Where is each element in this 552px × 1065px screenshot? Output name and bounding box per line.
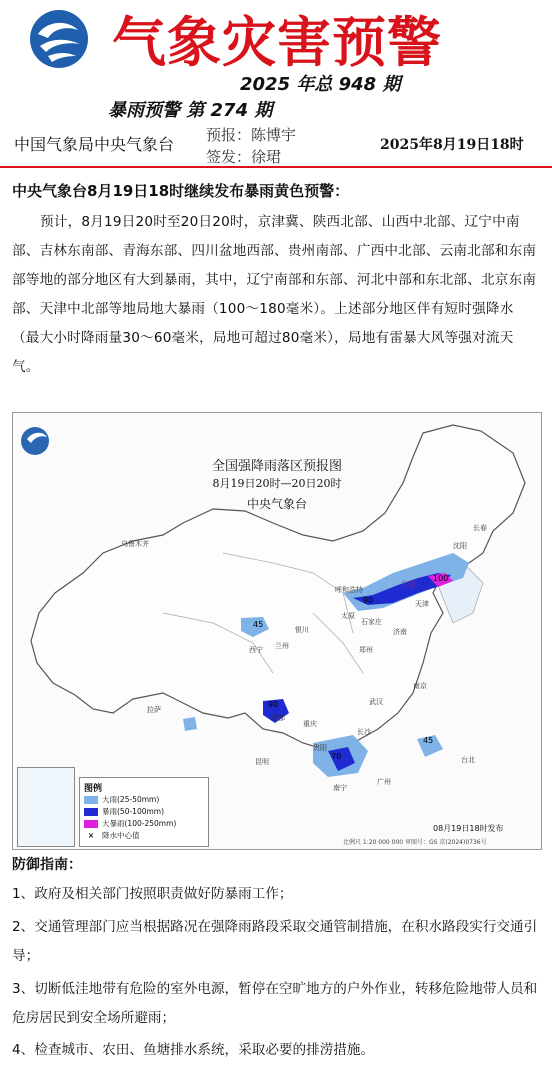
forecaster-label: 预报： xyxy=(206,126,252,144)
svg-text:90: 90 xyxy=(363,596,374,605)
defense-item: 3、切断低洼地带有危险的室外电源，暂停在空旷地方的户外作业，转移危险地带人员和危房居民到安全场所避雨； xyxy=(12,981,538,1026)
city-label: 西宁 xyxy=(249,646,263,654)
city-label: 兰州 xyxy=(275,642,289,650)
defense-item: 4、检查城市、农田、鱼塘排水系统，采取必要的排涝措施。 xyxy=(12,1042,375,1058)
city-label: 广州 xyxy=(377,778,391,786)
defense-heading: 防御指南： xyxy=(12,857,82,873)
page-title: 气象灾害预警 xyxy=(112,10,442,74)
city-label: 南京 xyxy=(413,682,427,690)
legend-item: 大雨(25-50mm) xyxy=(84,794,159,804)
city-label: 郑州 xyxy=(359,646,373,654)
city-label: 天津 xyxy=(415,600,429,608)
cma-logo xyxy=(24,8,94,70)
issue-rain: 暴雨预警 第 274 期 xyxy=(108,100,273,121)
map-time-range: 8月19日20时—20日20时 xyxy=(212,477,342,490)
city-label: 乌鲁木齐 xyxy=(121,540,149,548)
map-issued: 08月19日18时发布 xyxy=(433,824,504,833)
legend-title: 图例 xyxy=(84,784,103,794)
warning-heading: 中央气象台8月19日18时继续发布暴雨黄色预警： xyxy=(12,182,350,200)
legend-item: 暴雨(50-100mm) xyxy=(84,806,164,816)
legend-item: × 降水中心值 xyxy=(87,831,140,840)
city-label: 拉萨 xyxy=(147,706,161,714)
defense-item: 2、交通管理部门应当根据路况在强降雨路段采取交通管制措施，在积水路段实行交通引导； xyxy=(12,919,538,964)
city-label: 太原 xyxy=(341,612,355,620)
forecaster-name: 陈博宇 xyxy=(251,126,297,144)
map-legend xyxy=(79,777,209,847)
city-label: 长春 xyxy=(473,524,487,532)
city-label: 南宁 xyxy=(333,784,347,792)
city-label: 昆明 xyxy=(255,758,269,766)
issue-date: 2025年8月19日18时 xyxy=(380,137,524,153)
rainfall-forecast-map xyxy=(12,412,542,850)
issue-total: 2025 年总 948 期 xyxy=(240,74,401,95)
forecast-signers xyxy=(206,124,296,168)
svg-text:45: 45 xyxy=(423,736,434,745)
signer-name: 徐珺 xyxy=(251,148,282,166)
svg-text:70: 70 xyxy=(331,752,342,761)
map-logo-icon xyxy=(21,427,49,455)
city-label: 重庆 xyxy=(303,720,317,728)
city-label: 武汉 xyxy=(369,698,383,706)
defense-item: 1、政府及相关部门按照职责做好防暴雨工作； xyxy=(12,886,293,902)
svg-text:90: 90 xyxy=(268,700,279,709)
header-divider xyxy=(0,166,552,168)
city-label: 呼和浩特 xyxy=(335,586,363,594)
city-label: 长沙 xyxy=(357,728,371,736)
city-label: 台北 xyxy=(461,756,475,764)
legend-item: 大暴雨(100-250mm) xyxy=(84,818,176,828)
south-china-sea-inset xyxy=(17,767,75,847)
organization: 中国气象局中央气象台 xyxy=(14,135,175,154)
svg-text:45: 45 xyxy=(253,620,264,629)
svg-text:100: 100 xyxy=(433,574,449,583)
city-label: 贵阳 xyxy=(313,744,327,752)
map-source: 中央气象台 xyxy=(246,497,307,511)
signer-label: 签发： xyxy=(206,148,252,166)
warning-paragraph: 预计，8月19日20时至20日20时，京津冀、陕西北部、山西中北部、辽宁中南部、吉林东南部、青海东部、四川盆地西部、贵州南部、广西中北部、云南北部和东南部等地的部分地区有大到暴雨，其中，辽宁南部和东部、河北中部和东北部、北京东南部、天津中北部等地局地大暴雨（100～180毫米）。上述部分地区伴有短时强降水（最大小时降雨量30～60毫米，局地可超过80毫米），局地有雷暴大风等强对流天气。 xyxy=(12,214,537,375)
city-label: 石家庄 xyxy=(361,618,382,626)
city-label: 成都 xyxy=(271,714,285,722)
city-label: 济南 xyxy=(393,628,407,636)
map-title: 全国强降雨落区预报图 xyxy=(211,459,342,474)
map-scale: 比例尺 1:20 000 000 审图号：GS 京(2024)0736号 xyxy=(343,839,487,846)
city-label: 北京 xyxy=(401,580,415,588)
city-label: 沈阳 xyxy=(453,542,467,550)
city-label: 银川 xyxy=(295,626,309,634)
